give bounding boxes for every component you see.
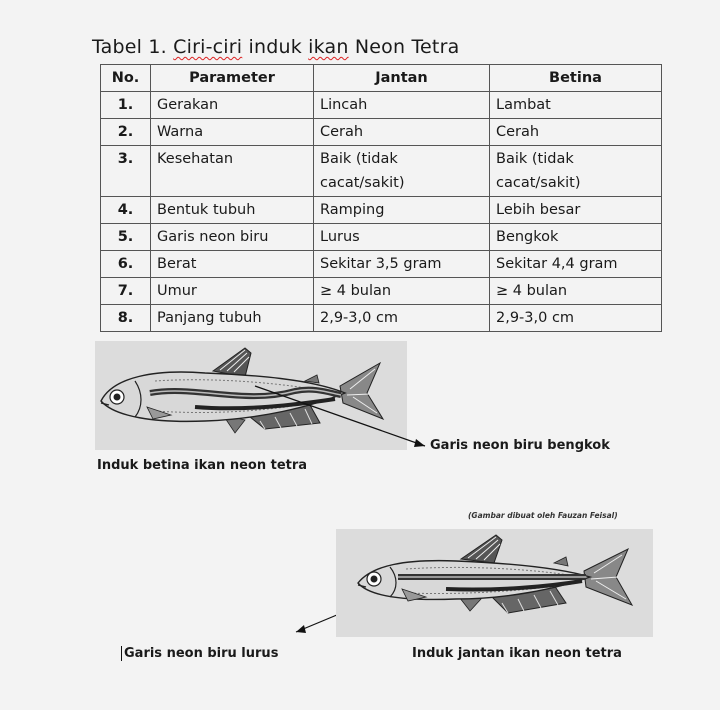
cell-betina: Bengkok: [490, 224, 662, 251]
female-neon-line-label: Garis neon biru bengkok: [430, 438, 610, 453]
header-jantan: Jantan: [314, 65, 490, 92]
cell-no: 6.: [101, 251, 151, 278]
male-caption: Induk jantan ikan neon tetra: [412, 646, 622, 661]
cell-parameter: Berat: [151, 251, 314, 278]
cell-no: 4.: [101, 197, 151, 224]
cell-parameter: Gerakan: [151, 92, 314, 119]
cell-betina: Lebih besar: [490, 197, 662, 224]
cell-parameter: Panjang tubuh: [151, 305, 314, 332]
cell-no: 3.: [101, 146, 151, 197]
cell-no: 2.: [101, 119, 151, 146]
cell-jantan: Cerah: [314, 119, 490, 146]
cell-jantan: ≥ 4 bulan: [314, 278, 490, 305]
cell-betina: Sekitar 4,4 gram: [490, 251, 662, 278]
cell-jantan: Sekitar 3,5 gram: [314, 251, 490, 278]
cell-parameter: Warna: [151, 119, 314, 146]
image-credit: (Gambar dibuat oleh Fauzan Feisal): [468, 511, 618, 520]
cell-jantan: Lurus: [314, 224, 490, 251]
cell-betina: ≥ 4 bulan: [490, 278, 662, 305]
header-betina: Betina: [490, 65, 662, 92]
cell-betina: Cerah: [490, 119, 662, 146]
cell-jantan: Lincah: [314, 92, 490, 119]
cell-no: 7.: [101, 278, 151, 305]
header-parameter: Parameter: [151, 65, 314, 92]
cell-parameter: Bentuk tubuh: [151, 197, 314, 224]
cell-parameter: Umur: [151, 278, 314, 305]
cell-jantan: 2,9-3,0 cm: [314, 305, 490, 332]
cell-no: 5.: [101, 224, 151, 251]
female-caption: Induk betina ikan neon tetra: [97, 458, 308, 473]
cell-no: 8.: [101, 305, 151, 332]
cell-betina: Lambat: [490, 92, 662, 119]
cell-jantan: Baik (tidak cacat/sakit): [314, 146, 490, 197]
header-no: No.: [101, 65, 151, 92]
cell-parameter: Garis neon biru: [151, 224, 314, 251]
cell-betina: 2,9-3,0 cm: [490, 305, 662, 332]
table-title: Tabel 1. Ciri-ciri induk ikan Neon Tetra: [92, 36, 460, 58]
male-fish-drawing: [336, 529, 653, 637]
cell-no: 1.: [101, 92, 151, 119]
male-fish-illustration: [336, 529, 653, 637]
cell-jantan: Ramping: [314, 197, 490, 224]
cell-betina: Baik (tidak cacat/sakit): [490, 146, 662, 197]
male-neon-line-label: Garis neon biru lurus: [121, 646, 278, 661]
cell-parameter: Kesehatan: [151, 146, 314, 197]
